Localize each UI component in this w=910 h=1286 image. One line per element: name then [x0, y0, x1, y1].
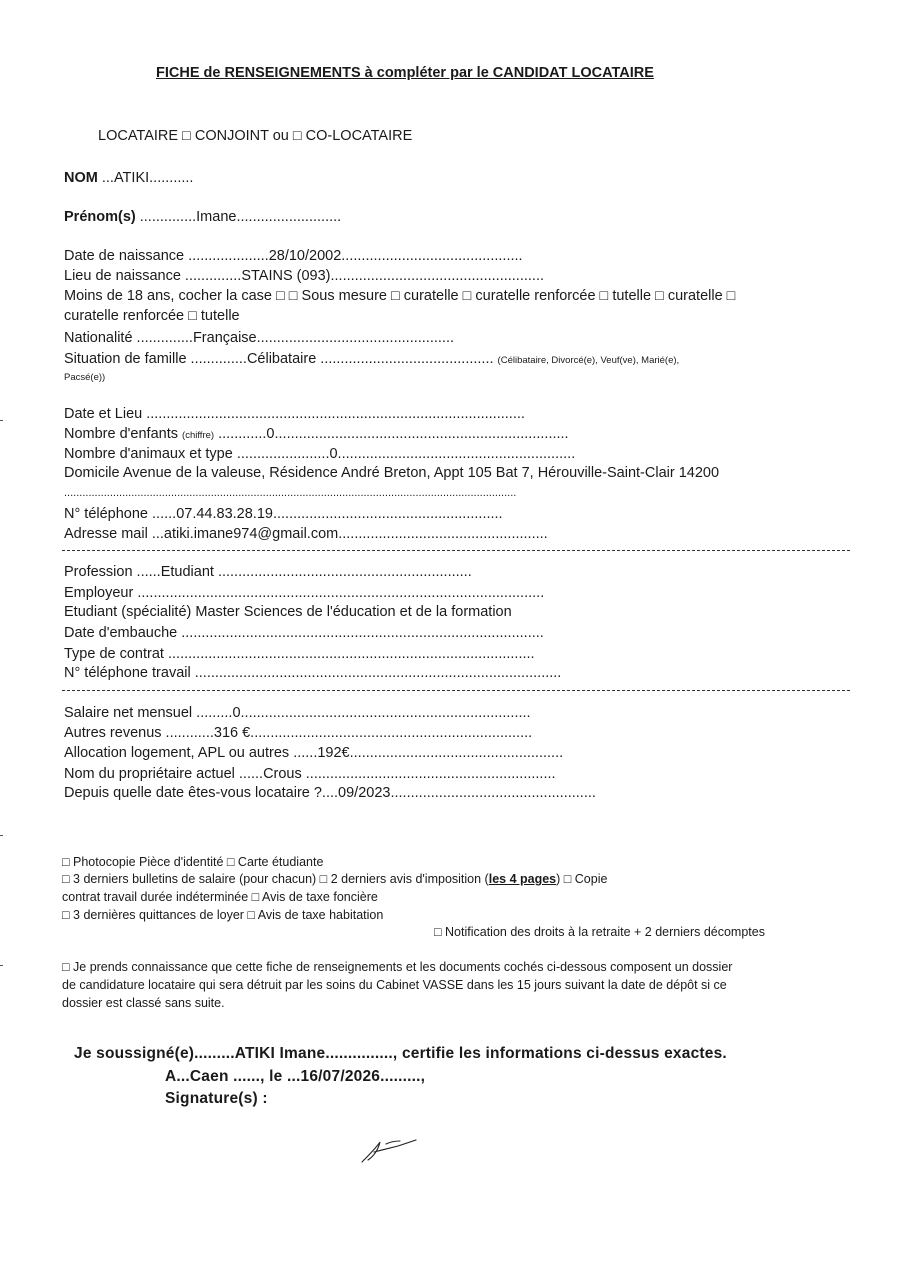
family-status-field — [64, 350, 679, 370]
salary-field: Salaire net mensuel .........0........................................................................ — [64, 705, 531, 721]
acknowledgement-line-2: de candidature locataire qui sera détruit par les soins du Cabinet VASSE dans les 15 jours suivant la date de dépôt si ce — [62, 978, 727, 992]
document-line-2-emphasis: les 4 pages — [488, 872, 557, 886]
birth-place-field: Lieu de naissance ..............STAINS (093)..................................................... — [64, 268, 545, 284]
employer-field: Employeur ..................................................................................................... — [64, 585, 545, 601]
scan-artifact — [0, 965, 3, 966]
document-line-3: contrat travail durée indéterminée □ Avis de taxe foncière — [62, 890, 378, 904]
acknowledgement-line-1: □ Je prends connaissance que cette fiche de renseignements et les documents cochés ci-dessous composent un dossier — [62, 960, 733, 974]
scan-artifact — [0, 420, 3, 421]
section-divider — [62, 550, 850, 551]
nationality-field: Nationalité ..............Française................................................. — [64, 330, 455, 346]
family-status-options: (Célibataire, Divorcé(e), Veuf(ve), Marié(e), — [497, 355, 680, 366]
work-phone-field: N° téléphone travail ........................................................................................... — [64, 665, 562, 681]
children-hint: (chiffre) — [182, 430, 215, 441]
signature-label: Signature(s) : — [165, 1090, 268, 1107]
section-divider-2 — [62, 690, 850, 691]
housing-allowance-field: Allocation logement, APL ou autres ......192€..................................................... — [64, 745, 564, 761]
hire-date-field: Date d'embauche .......................................................................................... — [64, 625, 544, 641]
page-title: FICHE de RENSEIGNEMENTS à compléter par le CANDIDAT LOCATAIRE — [156, 65, 654, 81]
children-label: Nombre d'enfants — [64, 426, 178, 442]
minor-protection-line: Moins de 18 ans, cocher la case □ □ Sous mesure □ curatelle □ curatelle renforcée □ tutelle □ curatelle □ — [64, 288, 736, 304]
family-status-value: Situation de famille ..............Célibataire ........................................... — [64, 351, 494, 367]
role-checkbox-line: LOCATAIRE □ CONJOINT ou □ CO-LOCATAIRE — [98, 128, 413, 144]
owner-field: Nom du propriétaire actuel ......Crous .............................................................. — [64, 766, 556, 782]
family-status-options-2: Pacsé(e)) — [64, 372, 106, 383]
nom-field — [64, 169, 193, 187]
minor-protection-line-2: curatelle renforcée □ tutelle — [64, 308, 240, 324]
scan-artifact — [0, 835, 3, 836]
prenom-label: Prénom(s) — [64, 209, 136, 225]
domicile-continuation: .................................................................................................................................................... — [64, 487, 517, 499]
date-lieu-field: Date et Lieu .............................................................................................. — [64, 406, 525, 422]
document-line-2-start: □ 3 derniers bulletins de salaire (pour chacun) □ 2 derniers avis d'imposition ( — [62, 872, 489, 886]
nom-value: ...ATIKI........... — [101, 170, 194, 186]
profession-field: Profession ......Etudiant ............................................................... — [64, 564, 472, 580]
animals-field: Nombre d'animaux et type .......................0........................................................... — [64, 446, 576, 462]
document-line-1: □ Photocopie Pièce d'identité □ Carte étudiante — [62, 855, 324, 869]
email-field: Adresse mail ...atiki.imane974@gmail.com.................................................... — [64, 526, 548, 542]
document-line-5: □ Notification des droits à la retraite + 2 derniers décomptes — [434, 925, 765, 939]
domicile-field: Domicile Avenue de la valeuse, Résidence André Breton, Appt 105 Bat 7, Hérouville-Saint-Clair 14200 — [64, 465, 720, 481]
place-date-line: A...Caen ......, le ...16/07/2026........., — [165, 1068, 426, 1085]
prenom-field — [64, 208, 341, 226]
prenom-value: ..............Imane.......................... — [139, 209, 342, 225]
tenant-since-field: Depuis quelle date êtes-vous locataire ?....09/2023................................................... — [64, 785, 596, 801]
children-value: ............0......................................................................... — [218, 426, 569, 442]
document-line-2-end: ) □ Copie — [556, 872, 608, 886]
other-income-field: Autres revenus ............316 €...................................................................... — [64, 725, 533, 741]
birth-date-field: Date de naissance ....................28/10/2002............................................. — [64, 248, 523, 264]
document-line-2 — [62, 870, 607, 888]
phone-field: N° téléphone ......07.44.83.28.19......................................................... — [64, 506, 503, 522]
student-specialty-field: Etudiant (spécialité) Master Sciences de l'éducation et de la formation — [64, 604, 512, 620]
acknowledgement-line-3: dossier est classé sans suite. — [62, 996, 225, 1010]
certification-statement: Je soussigné(e).........ATIKI Imane..............., certifie les informations ci-dessus exactes. — [74, 1045, 727, 1062]
handwritten-signature — [356, 1130, 422, 1166]
document-line-4: □ 3 dernières quittances de loyer □ Avis de taxe habitation — [62, 908, 384, 922]
nom-label: NOM — [64, 170, 98, 186]
children-field — [64, 425, 569, 445]
contract-type-field: Type de contrat ........................................................................................... — [64, 646, 535, 662]
